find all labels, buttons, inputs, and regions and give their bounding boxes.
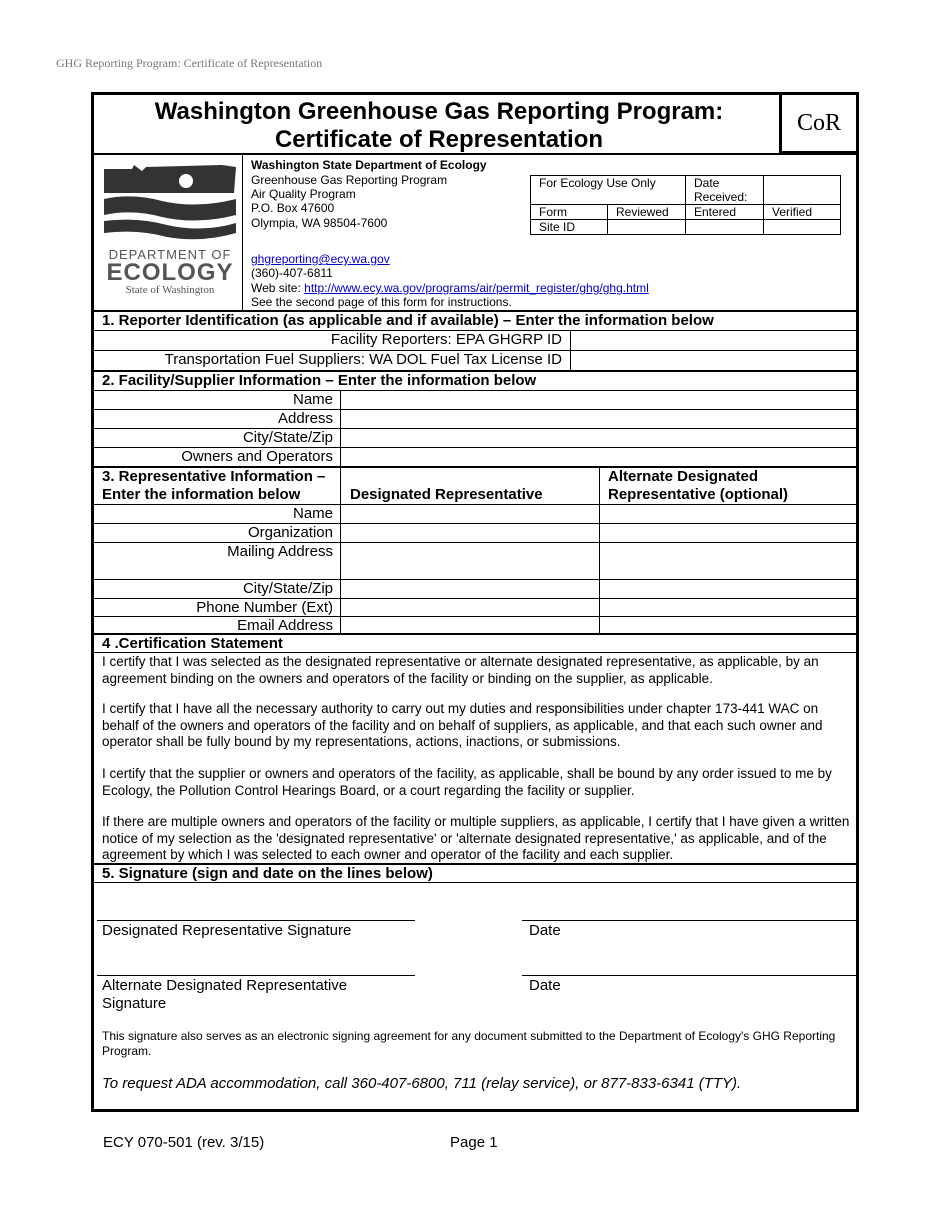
- fuel-tax-license-field[interactable]: [573, 351, 856, 369]
- logo-text-ecology: ECOLOGY: [106, 259, 234, 286]
- title-divider: [94, 153, 856, 155]
- section4-rule: [94, 652, 856, 653]
- alternate-signature-field[interactable]: [97, 940, 415, 974]
- form-title-line2: Certificate of Representation: [274, 126, 604, 153]
- certification-paragraph-2: I certify that I have all the necessary authority to carry out my duties and responsibilities under chapter 173-441 WAC on behalf of the owners and operators of the facility and on behalf of suppliers, as applicable, and that each such owner and operator shall be fully bound by my representations, actions, inactions, or submissions.: [102, 701, 823, 749]
- alternate-rep-email-field[interactable]: [602, 617, 856, 632]
- reviewed-label: Reviewed: [608, 205, 686, 220]
- ecology-logo-icon: [102, 163, 236, 245]
- agency-program: Greenhouse Gas Reporting Program: [251, 173, 448, 187]
- rep-mailing-address-label: Mailing Address: [227, 543, 333, 560]
- section3-divider-a: [340, 466, 341, 633]
- facility-ghgrp-field[interactable]: [573, 331, 856, 349]
- esign-note: This signature also serves as an electronic signing agreement for any document submitted to the Department of Ecology's GHG Reporting Program.: [102, 1029, 836, 1058]
- alternate-signature-line: [97, 975, 415, 976]
- facility-city-field[interactable]: [343, 429, 856, 446]
- designated-rep-email-field[interactable]: [343, 617, 597, 632]
- page-number: Page 1: [450, 1134, 498, 1151]
- alternate-signature-label-line1: Alternate Designated Representative: [102, 977, 348, 994]
- rep-name-label: Name: [292, 505, 333, 522]
- owners-operators-field[interactable]: [343, 448, 856, 465]
- facility-city-label: City/State/Zip: [242, 429, 333, 446]
- alternate-date-line: [522, 975, 856, 976]
- agency-website-row: [251, 281, 649, 296]
- ada-note: To request ADA accommodation, call 360-407-6800, 711 (relay service), or 877-833-6341 (TTY).: [102, 1075, 742, 1092]
- rep-phone-label: Phone Number (Ext): [196, 599, 333, 616]
- designated-rep-column-header: Designated Representative: [350, 486, 543, 503]
- section4-heading: 4 .Certification Statement: [102, 635, 283, 652]
- designated-rep-phone-field[interactable]: [343, 599, 597, 616]
- section5-rule: [94, 882, 856, 883]
- alternate-rep-city-field[interactable]: [602, 580, 856, 597]
- rep-city-label: City/State/Zip: [242, 580, 333, 597]
- alternate-rep-organization-field[interactable]: [602, 524, 856, 541]
- designated-rep-organization-field[interactable]: [343, 524, 597, 541]
- logo-divider: [242, 154, 243, 310]
- certification-paragraph-1: I certify that I was selected as the designated representative or alternate designated representative, as applicable, by an agreement binding on the owners and operators of the facility or binding on the supplier, as applicable.: [102, 654, 819, 686]
- agency-website-link[interactable]: http://www.ecy.wa.gov/programs/air/permit_register/ghg/ghg.html: [304, 281, 649, 295]
- certification-paragraph-3: I certify that the supplier or owners and operators of the facility, as applicable, shall be bound by any order issued to me by Ecology, the Pollution Control Hearings Board, or a court regarding the facility or supplier.: [102, 766, 832, 798]
- facility-name-label: Name: [292, 391, 333, 408]
- date-received-field[interactable]: [764, 176, 841, 205]
- alternate-date-field[interactable]: [522, 940, 856, 974]
- site-id-field-2[interactable]: [686, 220, 764, 235]
- designated-date-label: Date: [529, 922, 561, 939]
- agency-po-box: P.O. Box 47600: [251, 201, 335, 215]
- section2-heading: 2. Facility/Supplier Information – Enter the information below: [102, 372, 537, 389]
- form-number: ECY 070-501 (rev. 3/15): [103, 1134, 265, 1151]
- designated-rep-name-field[interactable]: [343, 505, 597, 522]
- logo-text-state: State of Washington: [125, 284, 215, 296]
- facility-name-field[interactable]: [343, 391, 856, 408]
- running-header: GHG Reporting Program: Certificate of Representation: [56, 56, 323, 70]
- alternate-date-label: Date: [529, 977, 561, 994]
- owners-operators-label: Owners and Operators: [181, 448, 333, 465]
- designated-date-line: [522, 920, 856, 921]
- certificate-form: [91, 92, 859, 1112]
- agency-email-link[interactable]: ghgreporting@ecy.wa.gov: [251, 252, 390, 266]
- alternate-signature-label-line2: Signature: [102, 995, 167, 1012]
- alternate-rep-column-header-line2: Representative (optional): [608, 486, 789, 503]
- facility-address-label: Address: [277, 410, 333, 427]
- entered-label: Entered: [686, 205, 764, 220]
- designated-signature-line: [97, 920, 415, 921]
- agency-name: Washington State Department of Ecology: [251, 158, 487, 172]
- facility-ghgrp-label: Facility Reporters: EPA GHGRP ID: [330, 331, 562, 348]
- alternate-rep-name-field[interactable]: [602, 505, 856, 522]
- designated-signature-label: Designated Representative Signature: [102, 922, 352, 939]
- designated-signature-field[interactable]: [97, 885, 415, 919]
- agency-phone: (360)-407-6811: [251, 266, 333, 280]
- alternate-rep-column-header-line1: Alternate Designated: [608, 468, 759, 485]
- website-label: Web site:: [251, 281, 301, 295]
- ecology-use-table: [530, 175, 841, 235]
- agency-division: Air Quality Program: [251, 187, 356, 201]
- section1-divider: [570, 330, 571, 370]
- designated-rep-mailing-address-field[interactable]: [343, 543, 597, 578]
- alternate-rep-mailing-address-field[interactable]: [602, 543, 856, 578]
- site-id-field-1[interactable]: [608, 220, 686, 235]
- form-code-box: [779, 92, 859, 154]
- ecology-use-header: For Ecology Use Only: [531, 176, 686, 205]
- section3-heading-line2: Enter the information below: [102, 486, 301, 503]
- agency-city: Olympia, WA 98504-7600: [251, 216, 388, 230]
- designated-date-field[interactable]: [522, 885, 856, 919]
- fuel-tax-license-label: Transportation Fuel Suppliers: WA DOL Fuel Tax License ID: [164, 351, 562, 368]
- facility-address-field[interactable]: [343, 410, 856, 427]
- section5-heading: 5. Signature (sign and date on the lines below): [102, 865, 433, 882]
- date-received-label: Date Received:: [686, 176, 764, 205]
- section3-divider-b: [599, 466, 600, 633]
- form-code: CoR: [796, 109, 841, 136]
- instructions-note: See the second page of this form for instructions.: [251, 295, 512, 309]
- section3-heading-line1: 3. Representative Information –: [102, 468, 326, 485]
- alternate-rep-phone-field[interactable]: [602, 599, 856, 616]
- form-label: Form: [531, 205, 608, 220]
- rep-organization-label: Organization: [247, 524, 333, 541]
- logo-text-department: DEPARTMENT OF: [108, 247, 232, 262]
- rep-email-label: Email Address: [237, 617, 333, 634]
- form-title-line1: Washington Greenhouse Gas Reporting Program:: [154, 98, 724, 125]
- site-id-label: Site ID: [531, 220, 608, 235]
- designated-rep-city-field[interactable]: [343, 580, 597, 597]
- certification-paragraph-4: If there are multiple owners and operators of the facility or multiple suppliers, as applicable, I certify that I have given a written notice of my selection as the 'designated representative' or 'alternate designated representative,' as applicable, and of the agreement by which I was selected to each owner and operator of the facility and each supplier.: [102, 814, 850, 862]
- section1-heading: 1. Reporter Identification (as applicable and if available) – Enter the information below: [102, 312, 714, 329]
- site-id-field-3[interactable]: [764, 220, 841, 235]
- verified-label: Verified: [764, 205, 841, 220]
